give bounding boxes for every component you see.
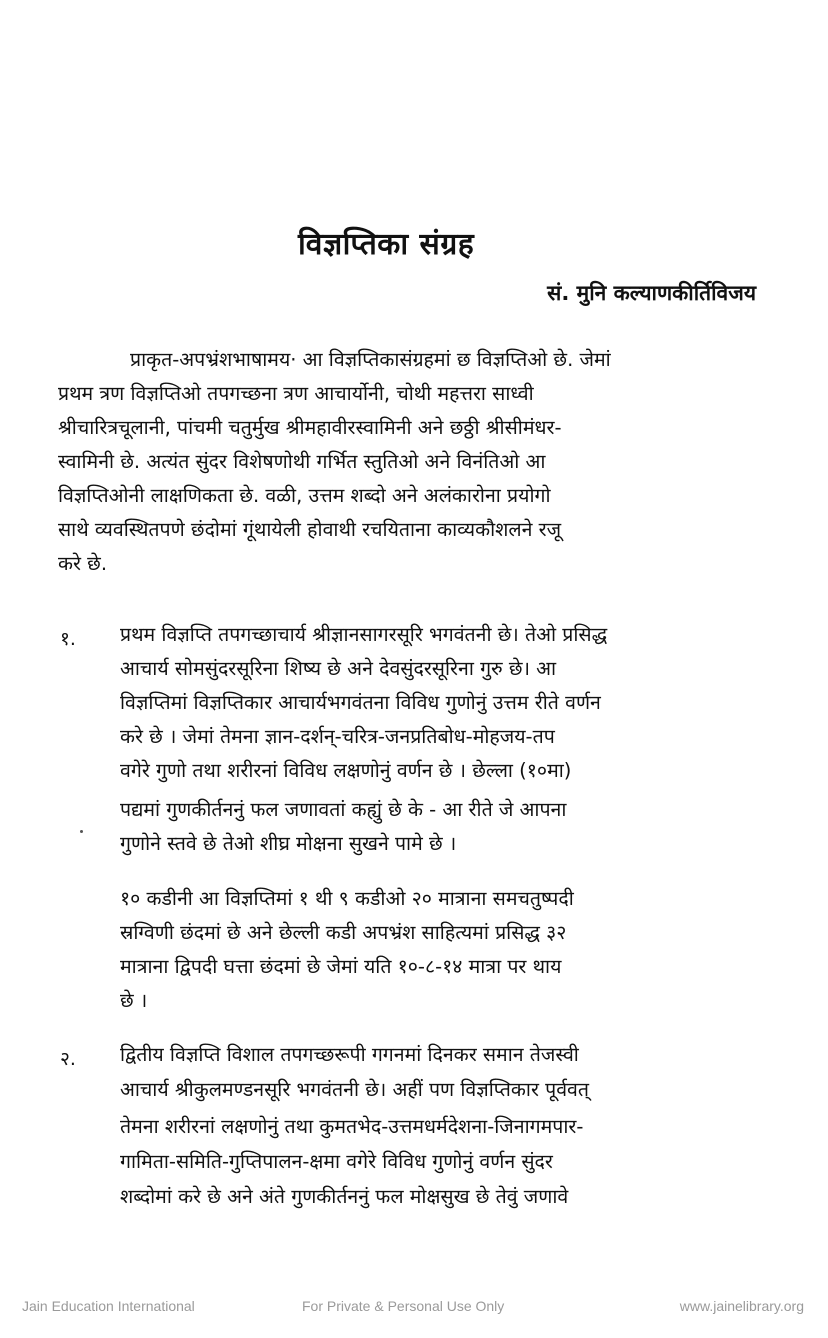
item-line: शब्दोमां करे छे अने अंते गुणकीर्तननुं फल मोक्षसुख छे तेवुं जणावे (120, 1185, 569, 1208)
footer-website-link[interactable]: www.jainelibrary.org (679, 1298, 804, 1314)
author-line: सं. मुनि कल्याणकीर्तिविजय (547, 281, 756, 305)
item-line: वगेरे गुणो तथा शरीरनां विविध लक्षणोनुं वर्णन छे । छेल्ला (१०मा) (120, 759, 572, 782)
item-line: द्वितीय विज्ञप्ति विशाल तपगच्छरूपी गगनमां दिनकर समान तेजस्वी (120, 1043, 579, 1066)
item-number: १. (60, 628, 76, 650)
item-note-line: छे । (120, 989, 148, 1012)
footer-usage-note: For Private & Personal Use Only (302, 1298, 505, 1314)
item-line: पद्यमां गुणकीर्तननुं फल जणावतां कह्युं छे के - आ रीते जे आपना (120, 798, 567, 821)
intro-line: स्वामिनी छे. अत्यंत सुंदर विशेषणोथी गर्भित स्तुतिओ अने विनंतिओ आ (58, 450, 546, 473)
item-note-line: स्रग्विणी छंदमां छे अने छेल्ली कडी अपभ्रंश साहित्यमां प्रसिद्ध ३२ (120, 921, 567, 944)
intro-line: श्रीचारित्रचूलानी, पांचमी चतुर्मुख श्रीमहावीरस्वामिनी अने छठ्ठी श्रीसीमंधर- (58, 416, 562, 439)
intro-line: करे छे. (58, 552, 108, 575)
intro-line: साथे व्यवस्थितपणे छंदोमां गूंथायेली होवाथी रचयिताना काव्यकौशलने रजू (58, 518, 562, 541)
item-line: आचार्य सोमसुंदरसूरिना शिष्य छे अने देवसुंदरसूरिना गुरु छे। आ (120, 657, 557, 680)
item-line: आचार्य श्रीकुलमण्डनसूरि भगवंतनी छे। अहीं पण विज्ञप्तिकार पूर्ववत् (120, 1078, 589, 1101)
item-line: विज्ञप्तिमां विज्ञप्तिकार आचार्यभगवंतना विविध गुणोनुं उत्तम रीते वर्णन (120, 691, 601, 714)
item-note-line: मात्राना द्विपदी घत्ता छंदमां छे जेमां यति १०-८-१४ मात्रा पर थाय (120, 955, 562, 978)
item-line: करे छे । जेमां तेमना ज्ञान-दर्शन्-चरित्र-जनप्रतिबोध-मोहजय-तप (120, 725, 555, 748)
item-note-line: १० कडीनी आ विज्ञप्तिमां १ थी ९ कडीओ २० मात्राना समचतुष्पदी (120, 887, 574, 910)
intro-line: विज्ञप्तिओनी लाक्षणिकता छे. वळी, उत्तम शब्दो अने अलंकारोना प्रयोगो (58, 484, 551, 507)
intro-line: प्रथम त्रण विज्ञप्तिओ तपगच्छना त्रण आचार्योनी, चोथी महत्तरा साध्वी (58, 382, 534, 405)
item-number: २. (60, 1048, 76, 1070)
item-line: प्रथम विज्ञप्ति तपगच्छाचार्य श्रीज्ञानसागरसूरि भगवंतनी छे। तेओ प्रसिद्ध (120, 623, 608, 646)
item-line: तेमना शरीरनां लक्षणोनुं तथा कुमतभेद-उत्तमधर्मदेशना-जिनागमपार- (120, 1115, 584, 1138)
intro-line: प्राकृत-अपभ्रंशभाषामय· आ विज्ञप्तिकासंग्रहमां छ विज्ञप्तिओ छे. जेमां (130, 348, 611, 371)
scan-speck (80, 830, 83, 833)
item-line: गामिता-समिति-गुप्तिपालन-क्षमा वगेरे विविध गुणोनुं वर्णन सुंदर (120, 1150, 553, 1173)
page-title: विज्ञप्तिका संग्रह (298, 227, 475, 262)
item-line: गुणोने स्तवे छे तेओ शीघ्र मोक्षना सुखने पामे छे । (120, 832, 457, 855)
footer-publisher: Jain Education International (22, 1298, 195, 1314)
